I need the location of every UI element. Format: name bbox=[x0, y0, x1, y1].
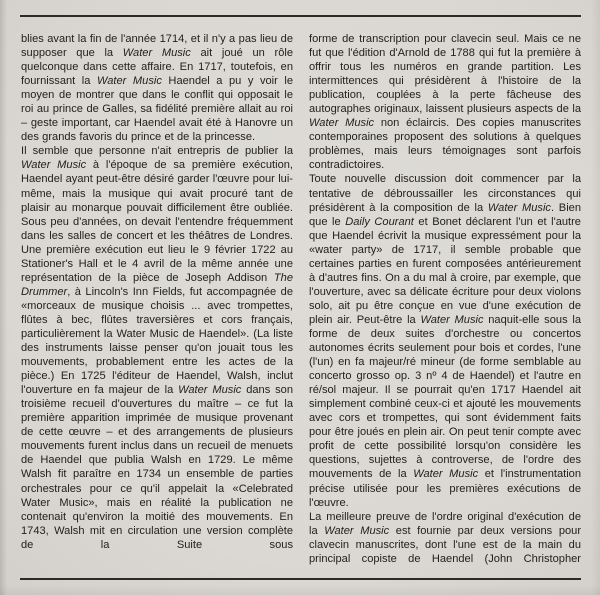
text-column-right bbox=[309, 32, 581, 574]
text-column-left bbox=[21, 32, 293, 574]
top-rule bbox=[20, 15, 581, 17]
paragraph: La meilleure preuve de l'ordre original d'exécution de la Water Music est fournie par deux versions pour clavecin manuscrites, dont l'une est de la main du principal copiste de Haendel (John Christopher bbox=[309, 510, 581, 565]
paragraph: Il semble que personne n'ait entrepris de publier la Water Music à l'époque de sa première exécution, Haendel ayant peut-être désiré garder l'œuvre pour lui-même, mais la musique qui avait procuré tant de plaisir au monarque pouvait difficilement être oubliée. Sous peu d'années, on devait l'entendre fréquemment dans les salles de concert et les théâtres de Londres. Une première exécution eut lieu le 9 février 1722 au Stationer's Hall et le 4 avril de la même année une représentation de la pièce de Joseph Addison The Drummer, à Lincoln's Inn Fields, fut accompagnée de «morceaux de musique choisis ... avec trompettes, flûtes à bec, flûtes traversières et cors français, particulièrement la Water Music de Haendel». (La liste des instruments laisse penser qu'on jouait tous les mouvements, probablement entre les actes de la pièce.) En 1725 l'éditeur de Haendel, Walsh, inclut l'ouverture en fa majeur de la Water Music dans son troisième recueil d'ouvertures du maître – ce fut la première apparition imprimée de musique provenant de cette œuvre – et des arrangements de plusieurs mouvements furent inclus dans un recueil de menuets de Haendel que publia Walsh en 1729. Le même Walsh fit paraître en 1734 un ensemble de parties orchestrales pour ce qu'il appelait la «Celebrated Water Music», mais en réalité la publication ne contenait qu'environ la moitié des mouvements. En 1743, Walsh mit en circulation une version complète de la Suite sous bbox=[21, 145, 293, 551]
paragraph: forme de transcription pour clavecin seul. Mais ce ne fut que l'édition d'Arnold de 1788 qui fut la première à offrir tous les numéros en grande partition. Les intermittences qui présidèrent à l'histoire de la publication, couplées à la perte fâcheuse des autographes originaux, laissent plusieurs aspects de la Water Music non éclaircis. Des copies manuscrites contemporaines proposent des solutions à quelques problèmes, mais leurs témoignages sont parfois contradictoires. bbox=[309, 33, 581, 172]
paragraph: Toute nouvelle discussion doit commencer par la tentative de débroussailler les circonstances qui présidèrent à la composition de la Water Music. Bien que le Daily Courant et Bonet déclarent l'un et l'autre que Haendel écrivit la musique expressément pour la «water party» de 1717, il semble probable que certaines parties en furent composées antérieurement à d'autres fins. On a du mal à croire, par exemple, que l'ouverture, avec sa délicate écriture pour deux violons solo, ait pu être conçue en vue d'une exécution de plein air. Peut-être la Water Music naquit-elle sous la forme de deux suites d'orchestre ou concertos autonomes écrits seulement pour bois et cordes, l'une (l'un) en fa majeur/ré mineur (de forme semblable au concerto grosso op. 3 nº 4 de Haendel) et l'autre en ré/sol majeur. Il se pourrait qu'en 1717 Haendel ait simplement combiné ceux-ci et ajouté les mouvements avec cors et trompettes, qui sont évidemment faits pour être joués en plein air. On peut tenir compte avec profit de cette possibilité lorsqu'on considère les questions, sujettes à controverse, de l'ordre des mouvements de la Water Music et l'instrumentation précise utilisée pour les premières exécutions de l'œuvre. bbox=[309, 173, 581, 509]
bottom-rule bbox=[20, 578, 581, 580]
paragraph: blies avant la fin de l'année 1714, et il n'y a pas lieu de supposer que la Water Music ait joué un rôle quelconque dans cette affaire. En 1717, toutefois, en fournissant la Water Music Haendel a pu y voir le moyen de montrer que dans le conflit qui opposait le roi au prince de Galles, sa fidélité première allait au roi – geste important, car Haendel avait été à Hanovre un des grands favoris du prince et de la princesse. bbox=[21, 33, 294, 144]
text-columns bbox=[21, 32, 581, 574]
